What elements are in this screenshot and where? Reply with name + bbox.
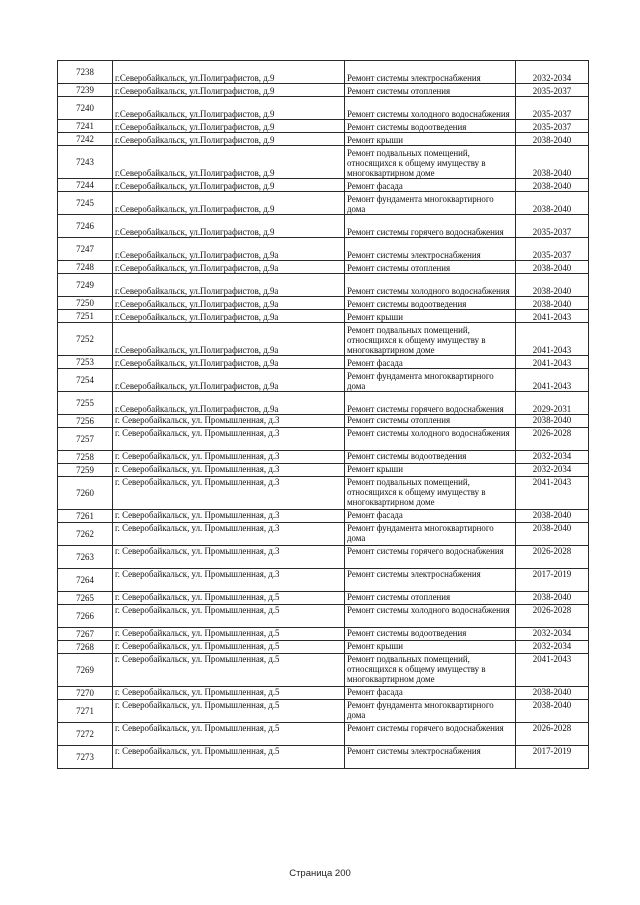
row-number: 7244: [58, 179, 113, 192]
table-row: [58, 523, 589, 546]
row-number: 7245: [58, 192, 113, 215]
row-number: 7255: [58, 392, 113, 415]
table-row: [58, 746, 589, 769]
row-work-type: Ремонт системы холодного водоснабжения: [345, 605, 516, 628]
row-number: 7269: [58, 654, 113, 687]
row-number: 7260: [58, 477, 113, 510]
row-address: г.Северобайкальск, ул.Полиграфистов, д.9а: [113, 369, 345, 392]
row-work-type: Ремонт системы холодного водоснабжения: [345, 428, 516, 451]
row-work-type: Ремонт фундамента многоквартирного дома: [345, 369, 516, 392]
row-period: 2029-2031: [516, 392, 589, 415]
row-period: 2041-2043: [516, 323, 589, 356]
table-row: [58, 510, 589, 523]
row-work-type: Ремонт системы отопления: [345, 415, 516, 428]
row-address: г.Северобайкальск, ул.Полиграфистов, д.9: [113, 120, 345, 133]
row-work-type: Ремонт системы водоотведения: [345, 451, 516, 464]
row-period: 2038-2040: [516, 261, 589, 274]
row-work-type: Ремонт фундамента многоквартирного дома: [345, 192, 516, 215]
row-period: 2032-2034: [516, 464, 589, 477]
table-row: [58, 192, 589, 215]
table-row: [58, 569, 589, 592]
row-work-type: Ремонт крыши: [345, 641, 516, 654]
table-row: [58, 238, 589, 261]
row-address: г.Северобайкальск, ул.Полиграфистов, д.9а: [113, 261, 345, 274]
row-period: 2038-2040: [516, 133, 589, 146]
row-work-type: Ремонт системы холодного водоснабжения: [345, 274, 516, 297]
row-work-type: Ремонт системы водоотведения: [345, 628, 516, 641]
row-work-type: Ремонт подвальных помещений, относящихся к общему имуществу в многоквартирном доме: [345, 146, 516, 179]
row-address: г.Северобайкальск, ул.Полиграфистов, д.9а: [113, 297, 345, 310]
row-period: 2035-2037: [516, 215, 589, 238]
row-work-type: Ремонт фундамента многоквартирного дома: [345, 700, 516, 723]
row-work-type: Ремонт системы электроснабжения: [345, 238, 516, 261]
row-number: 7270: [58, 687, 113, 700]
row-address: г.Северобайкальск, ул.Полиграфистов, д.9: [113, 192, 345, 215]
row-address: г.Северобайкальск, ул.Полиграфистов, д.9: [113, 133, 345, 146]
row-period: 2041-2043: [516, 369, 589, 392]
row-number: 7253: [58, 356, 113, 369]
row-period: 2026-2028: [516, 428, 589, 451]
table-row: [58, 546, 589, 569]
row-period: 2038-2040: [516, 274, 589, 297]
row-period: 2032-2034: [516, 628, 589, 641]
row-number: 7252: [58, 323, 113, 356]
row-period: 2017-2019: [516, 569, 589, 592]
table-row: [58, 687, 589, 700]
row-number: 7264: [58, 569, 113, 592]
table-row: [58, 274, 589, 297]
table-row: [58, 146, 589, 179]
row-work-type: Ремонт системы отопления: [345, 592, 516, 605]
row-period: 2038-2040: [516, 146, 589, 179]
row-work-type: Ремонт подвальных помещений, относящихся к общему имуществу в многоквартирном доме: [345, 323, 516, 356]
row-work-type: Ремонт системы водоотведения: [345, 120, 516, 133]
row-address: г. Северобайкальск, ул. Промышленная, д.3: [113, 451, 345, 464]
row-period: 2041-2043: [516, 356, 589, 369]
row-address: г.Северобайкальск, ул.Полиграфистов, д.9: [113, 61, 345, 84]
table-row: [58, 477, 589, 510]
table-row: [58, 628, 589, 641]
row-number: 7268: [58, 641, 113, 654]
row-address: г.Северобайкальск, ул.Полиграфистов, д.9а: [113, 274, 345, 297]
row-work-type: Ремонт фасада: [345, 179, 516, 192]
row-period: 2038-2040: [516, 523, 589, 546]
row-address: г. Северобайкальск, ул. Промышленная, д.3: [113, 464, 345, 477]
row-work-type: Ремонт системы отопления: [345, 261, 516, 274]
row-address: г. Северобайкальск, ул. Промышленная, д.5: [113, 687, 345, 700]
table-row: [58, 261, 589, 274]
row-period: 2026-2028: [516, 723, 589, 746]
table-row: [58, 415, 589, 428]
row-period: 2026-2028: [516, 605, 589, 628]
row-address: г. Северобайкальск, ул. Промышленная, д.3: [113, 523, 345, 546]
row-number: 7258: [58, 451, 113, 464]
table-row: [58, 356, 589, 369]
row-address: г.Северобайкальск, ул.Полиграфистов, д.9а: [113, 310, 345, 323]
row-address: г.Северобайкальск, ул.Полиграфистов, д.9: [113, 84, 345, 97]
row-address: г. Северобайкальск, ул. Промышленная, д.5: [113, 746, 345, 769]
row-work-type: Ремонт системы горячего водоснабжения: [345, 392, 516, 415]
row-number: 7246: [58, 215, 113, 238]
row-number: 7259: [58, 464, 113, 477]
row-period: 2026-2028: [516, 546, 589, 569]
works-table-body: [58, 61, 589, 769]
row-number: 7265: [58, 592, 113, 605]
row-number: 7238: [58, 61, 113, 84]
row-work-type: Ремонт системы холодного водоснабжения: [345, 97, 516, 120]
row-period: 2038-2040: [516, 297, 589, 310]
row-period: 2038-2040: [516, 510, 589, 523]
table-row: [58, 392, 589, 415]
row-number: 7271: [58, 700, 113, 723]
row-number: 7262: [58, 523, 113, 546]
row-work-type: Ремонт крыши: [345, 310, 516, 323]
row-work-type: Ремонт системы электроснабжения: [345, 569, 516, 592]
row-address: г. Северобайкальск, ул. Промышленная, д.3: [113, 428, 345, 451]
row-period: 2038-2040: [516, 415, 589, 428]
row-number: 7266: [58, 605, 113, 628]
row-number: 7241: [58, 120, 113, 133]
table-row: [58, 310, 589, 323]
row-number: 7273: [58, 746, 113, 769]
row-address: г. Северобайкальск, ул. Промышленная, д.3: [113, 569, 345, 592]
table-row: [58, 641, 589, 654]
row-period: 2038-2040: [516, 179, 589, 192]
row-address: г.Северобайкальск, ул.Полиграфистов, д.9а: [113, 323, 345, 356]
row-work-type: Ремонт подвальных помещений, относящихся к общему имуществу в многоквартирном доме: [345, 654, 516, 687]
row-address: г. Северобайкальск, ул. Промышленная, д.5: [113, 628, 345, 641]
row-work-type: Ремонт системы электроснабжения: [345, 746, 516, 769]
row-address: г. Северобайкальск, ул. Промышленная, д.5: [113, 654, 345, 687]
row-number: 7263: [58, 546, 113, 569]
row-period: 2038-2040: [516, 700, 589, 723]
row-address: г.Северобайкальск, ул.Полиграфистов, д.9а: [113, 238, 345, 261]
row-number: 7272: [58, 723, 113, 746]
table-row: [58, 654, 589, 687]
row-work-type: Ремонт системы горячего водоснабжения: [345, 546, 516, 569]
row-address: г. Северобайкальск, ул. Промышленная, д.3: [113, 510, 345, 523]
row-work-type: Ремонт крыши: [345, 464, 516, 477]
row-address: г.Северобайкальск, ул.Полиграфистов, д.9: [113, 215, 345, 238]
row-address: г. Северобайкальск, ул. Промышленная, д.5: [113, 605, 345, 628]
row-address: г. Северобайкальск, ул. Промышленная, д.3: [113, 415, 345, 428]
row-period: 2035-2037: [516, 120, 589, 133]
row-number: 7243: [58, 146, 113, 179]
row-period: 2017-2019: [516, 746, 589, 769]
row-period: 2041-2043: [516, 310, 589, 323]
row-work-type: Ремонт системы горячего водоснабжения: [345, 215, 516, 238]
row-number: 7261: [58, 510, 113, 523]
page-number: Страница 200: [289, 868, 351, 879]
table-row: [58, 179, 589, 192]
table-row: [58, 97, 589, 120]
row-period: 2041-2043: [516, 654, 589, 687]
table-row: [58, 84, 589, 97]
row-period: 2035-2037: [516, 97, 589, 120]
row-number: 7242: [58, 133, 113, 146]
table-row: [58, 120, 589, 133]
table-row: [58, 592, 589, 605]
table-row: [58, 133, 589, 146]
row-work-type: Ремонт фасада: [345, 356, 516, 369]
row-work-type: Ремонт подвальных помещений, относящихся к общему имуществу в многоквартирном доме: [345, 477, 516, 510]
row-address: г.Северобайкальск, ул.Полиграфистов, д.9: [113, 97, 345, 120]
row-number: 7249: [58, 274, 113, 297]
table-row: [58, 297, 589, 310]
table-row: [58, 369, 589, 392]
row-period: 2041-2043: [516, 477, 589, 510]
row-period: 2038-2040: [516, 687, 589, 700]
row-number: 7251: [58, 310, 113, 323]
table-row: [58, 605, 589, 628]
row-number: 7254: [58, 369, 113, 392]
row-work-type: Ремонт крыши: [345, 133, 516, 146]
table-row: [58, 428, 589, 451]
page-footer: [0, 868, 640, 879]
row-period: 2032-2034: [516, 641, 589, 654]
row-number: 7267: [58, 628, 113, 641]
row-address: г. Северобайкальск, ул. Промышленная, д.3: [113, 477, 345, 510]
table-row: [58, 323, 589, 356]
row-address: г.Северобайкальск, ул.Полиграфистов, д.9: [113, 146, 345, 179]
row-work-type: Ремонт системы отопления: [345, 84, 516, 97]
row-address: г. Северобайкальск, ул. Промышленная, д.3: [113, 546, 345, 569]
table-row: [58, 723, 589, 746]
works-table: [57, 60, 589, 769]
row-address: г.Северобайкальск, ул.Полиграфистов, д.9а: [113, 356, 345, 369]
row-period: 2032-2034: [516, 61, 589, 84]
row-address: г. Северобайкальск, ул. Промышленная, д.5: [113, 723, 345, 746]
row-address: г. Северобайкальск, ул. Промышленная, д.5: [113, 592, 345, 605]
row-work-type: Ремонт фасада: [345, 687, 516, 700]
table-row: [58, 464, 589, 477]
table-row: [58, 215, 589, 238]
row-work-type: Ремонт системы водоотведения: [345, 297, 516, 310]
row-work-type: Ремонт фундамента многоквартирного дома: [345, 523, 516, 546]
row-number: 7256: [58, 415, 113, 428]
row-period: 2032-2034: [516, 451, 589, 464]
row-work-type: Ремонт системы горячего водоснабжения: [345, 723, 516, 746]
table-row: [58, 451, 589, 464]
row-number: 7248: [58, 261, 113, 274]
row-number: 7257: [58, 428, 113, 451]
row-address: г. Северобайкальск, ул. Промышленная, д.5: [113, 641, 345, 654]
row-period: 2038-2040: [516, 192, 589, 215]
row-period: 2035-2037: [516, 84, 589, 97]
row-number: 7247: [58, 238, 113, 261]
row-number: 7240: [58, 97, 113, 120]
row-period: 2035-2037: [516, 238, 589, 261]
row-address: г. Северобайкальск, ул. Промышленная, д.5: [113, 700, 345, 723]
row-number: 7239: [58, 84, 113, 97]
row-address: г.Северобайкальск, ул.Полиграфистов, д.9: [113, 179, 345, 192]
table-row: [58, 700, 589, 723]
table-row: [58, 61, 589, 84]
row-period: 2038-2040: [516, 592, 589, 605]
row-address: г.Северобайкальск, ул.Полиграфистов, д.9а: [113, 392, 345, 415]
row-work-type: Ремонт системы электроснабжения: [345, 61, 516, 84]
row-number: 7250: [58, 297, 113, 310]
row-work-type: Ремонт фасада: [345, 510, 516, 523]
